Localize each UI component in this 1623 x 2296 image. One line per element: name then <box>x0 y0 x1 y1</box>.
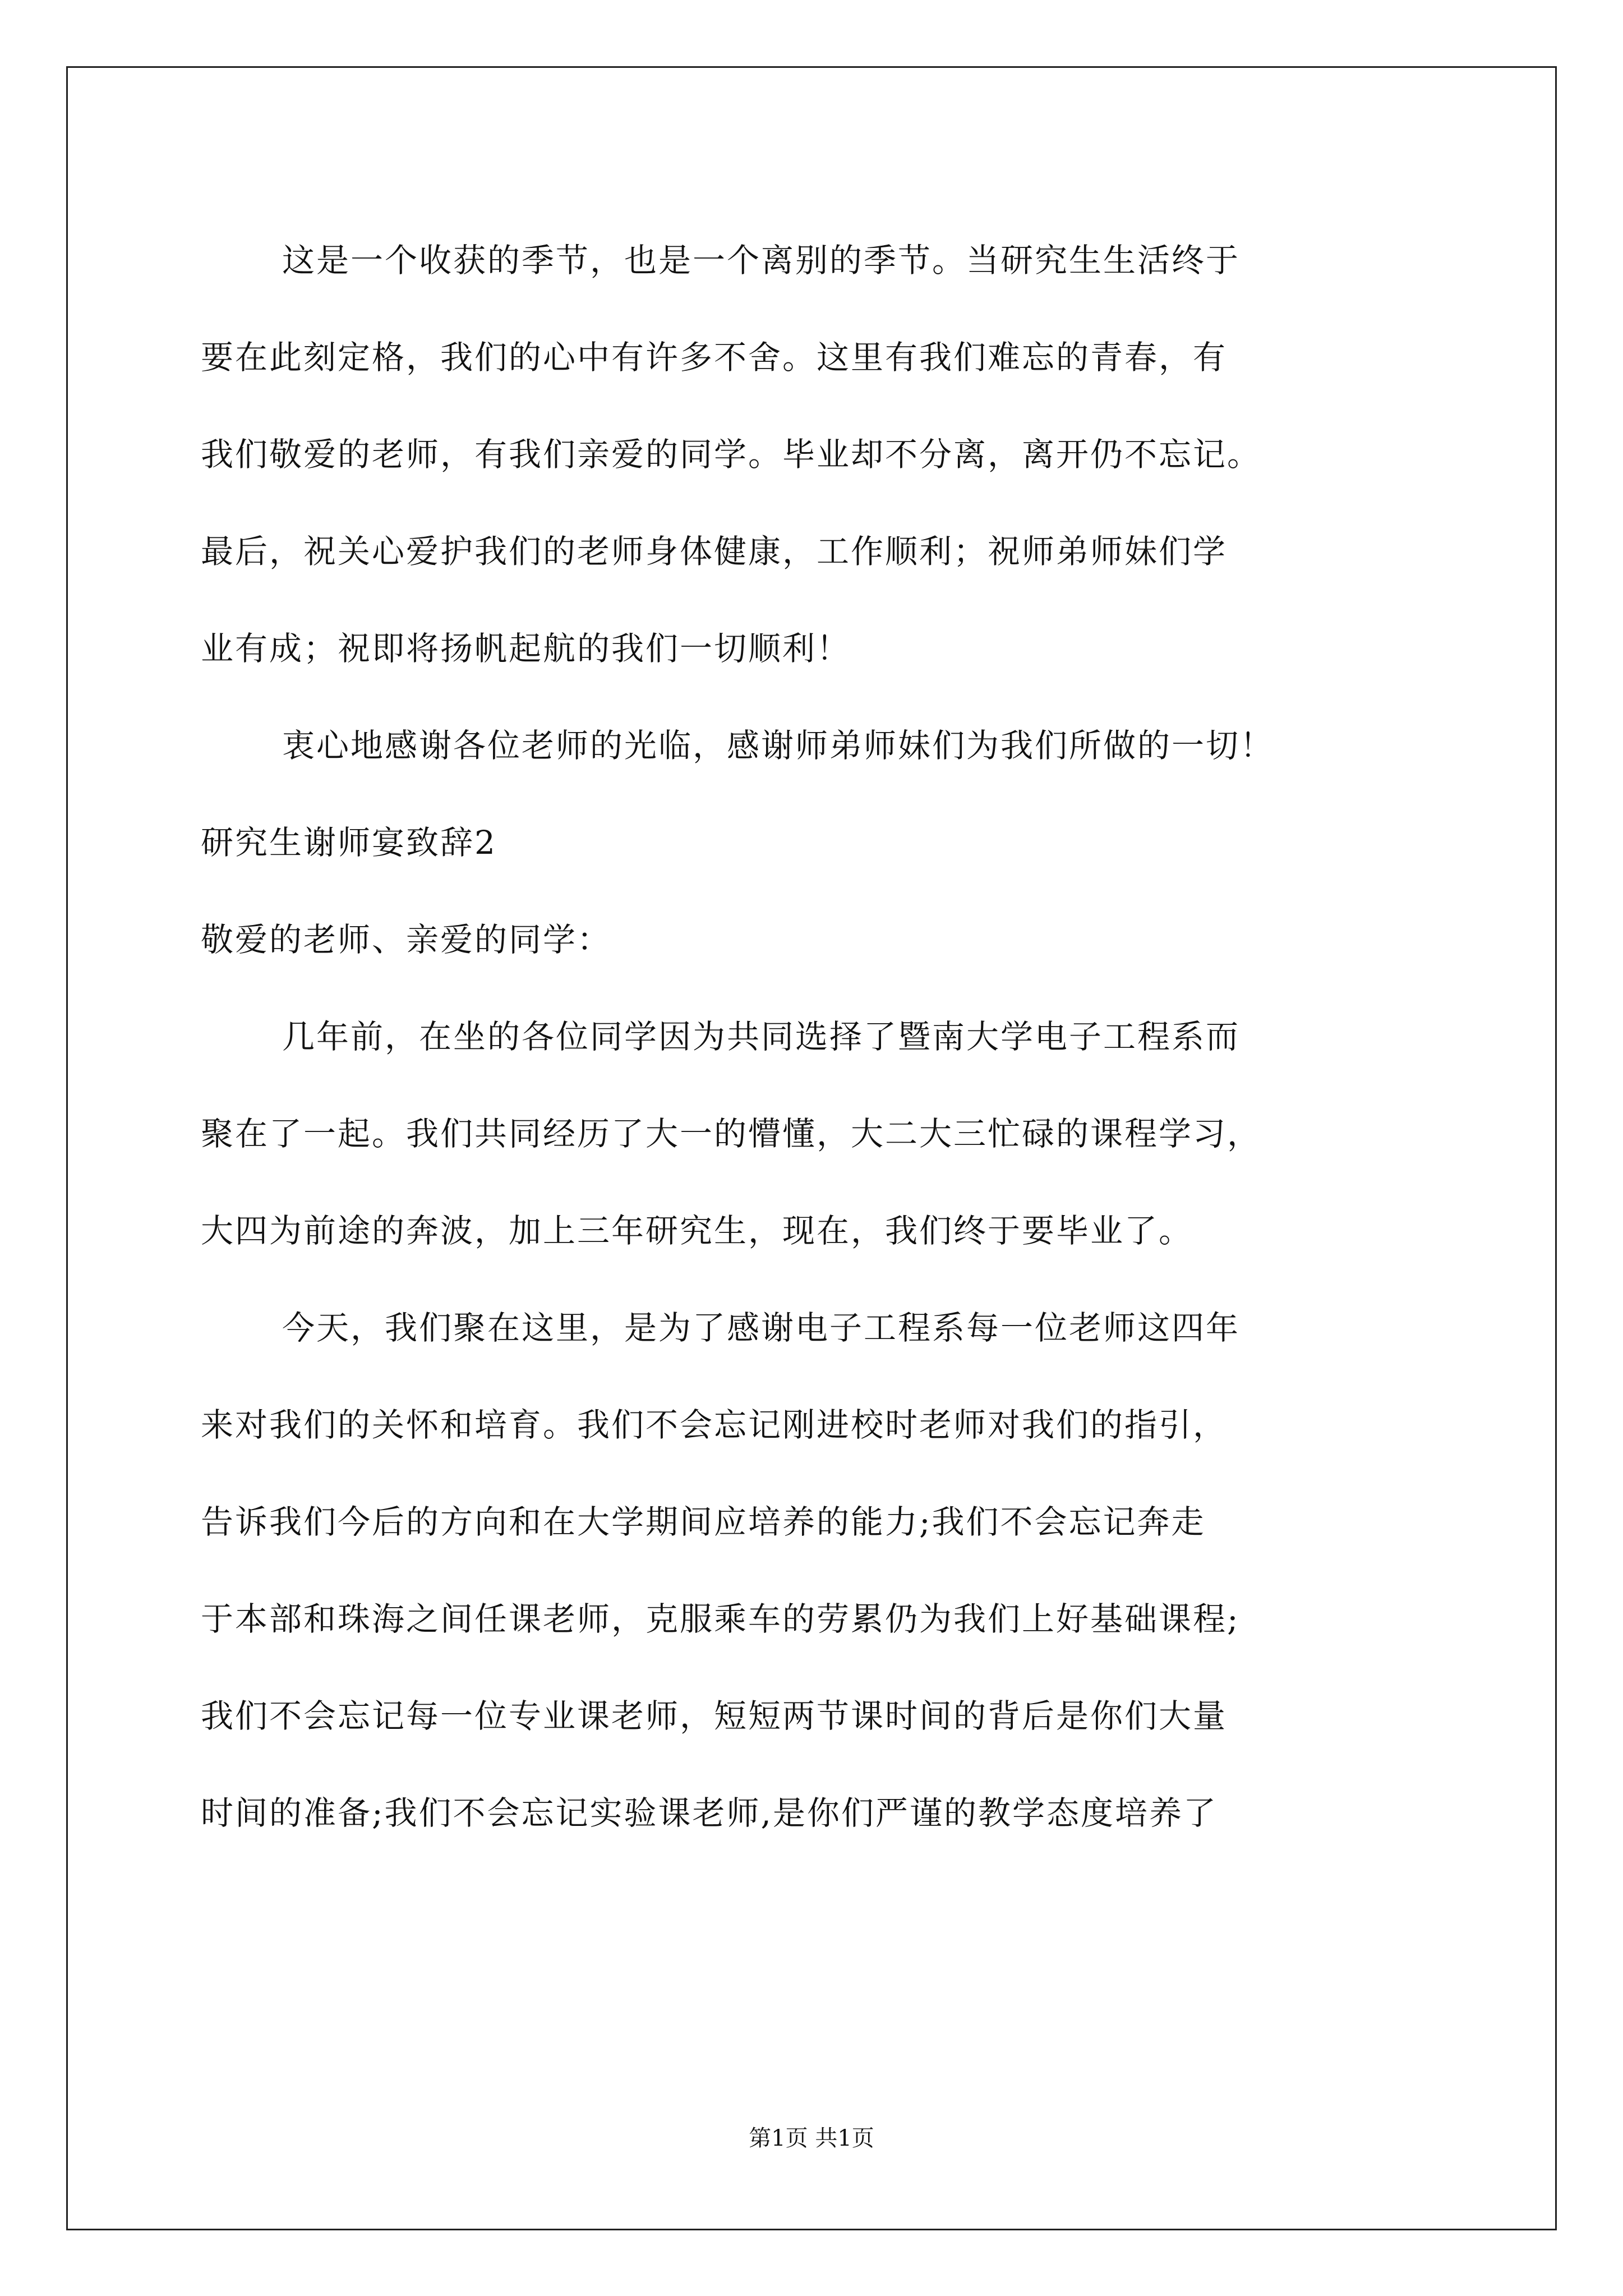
text-line-4: 最后，祝关心爱护我们的老师身体健康，工作顺利；祝师弟师妹们学 <box>201 532 1228 570</box>
text-line-16: 我们不会忘记每一位专业课老师，短短两节课时间的背后是你们大量 <box>201 1697 1228 1735</box>
text-line-6: 衷心地感谢各位老师的光临，感谢师弟师妹们为我们所做的一切！ <box>282 726 1275 765</box>
text-line-3: 我们敬爱的老师，有我们亲爱的同学。毕业却不分离，离开仍不忘记。 <box>201 435 1262 473</box>
text-line-11: 大四为前途的奔波，加上三年研究生，现在，我们终于要毕业了。 <box>201 1212 1193 1250</box>
text-line-14: 告诉我们今后的方向和在大学期间应培养的能力;我们不会忘记奔走 <box>201 1503 1206 1541</box>
text-line-17: 时间的准备;我们不会忘记实验课老师,是你们严谨的教学态度培养了 <box>201 1794 1218 1832</box>
section-heading: 研究生谢师宴致辞2 <box>201 823 497 862</box>
text-line-2: 要在此刻定格，我们的心中有许多不舍。这里有我们难忘的青春，有 <box>201 338 1228 376</box>
text-line-10: 聚在了一起。我们共同经历了大一的懵懂，大二大三忙碌的课程学习， <box>201 1115 1262 1153</box>
text-line-1: 这是一个收获的季节，也是一个离别的季节。当研究生生活终于 <box>282 241 1241 279</box>
text-line-12: 今天，我们聚在这里，是为了感谢电子工程系每一位老师这四年 <box>282 1309 1241 1347</box>
text-line-5: 业有成；祝即将扬帆起航的我们一切顺利！ <box>201 629 851 668</box>
salutation: 敬爱的老师、亲爱的同学： <box>201 921 612 959</box>
text-line-13: 来对我们的关怀和培育。我们不会忘记刚进校时老师对我们的指引， <box>201 1406 1228 1444</box>
page-footer: 第1页 共1页 <box>749 2125 874 2151</box>
document-body <box>201 212 1435 1862</box>
text-line-9: 几年前，在坐的各位同学因为共同选择了暨南大学电子工程系而 <box>282 1018 1241 1056</box>
text-line-15: 于本部和珠海之间任课老师，克服乘车的劳累仍为我们上好基础课程; <box>201 1600 1240 1638</box>
